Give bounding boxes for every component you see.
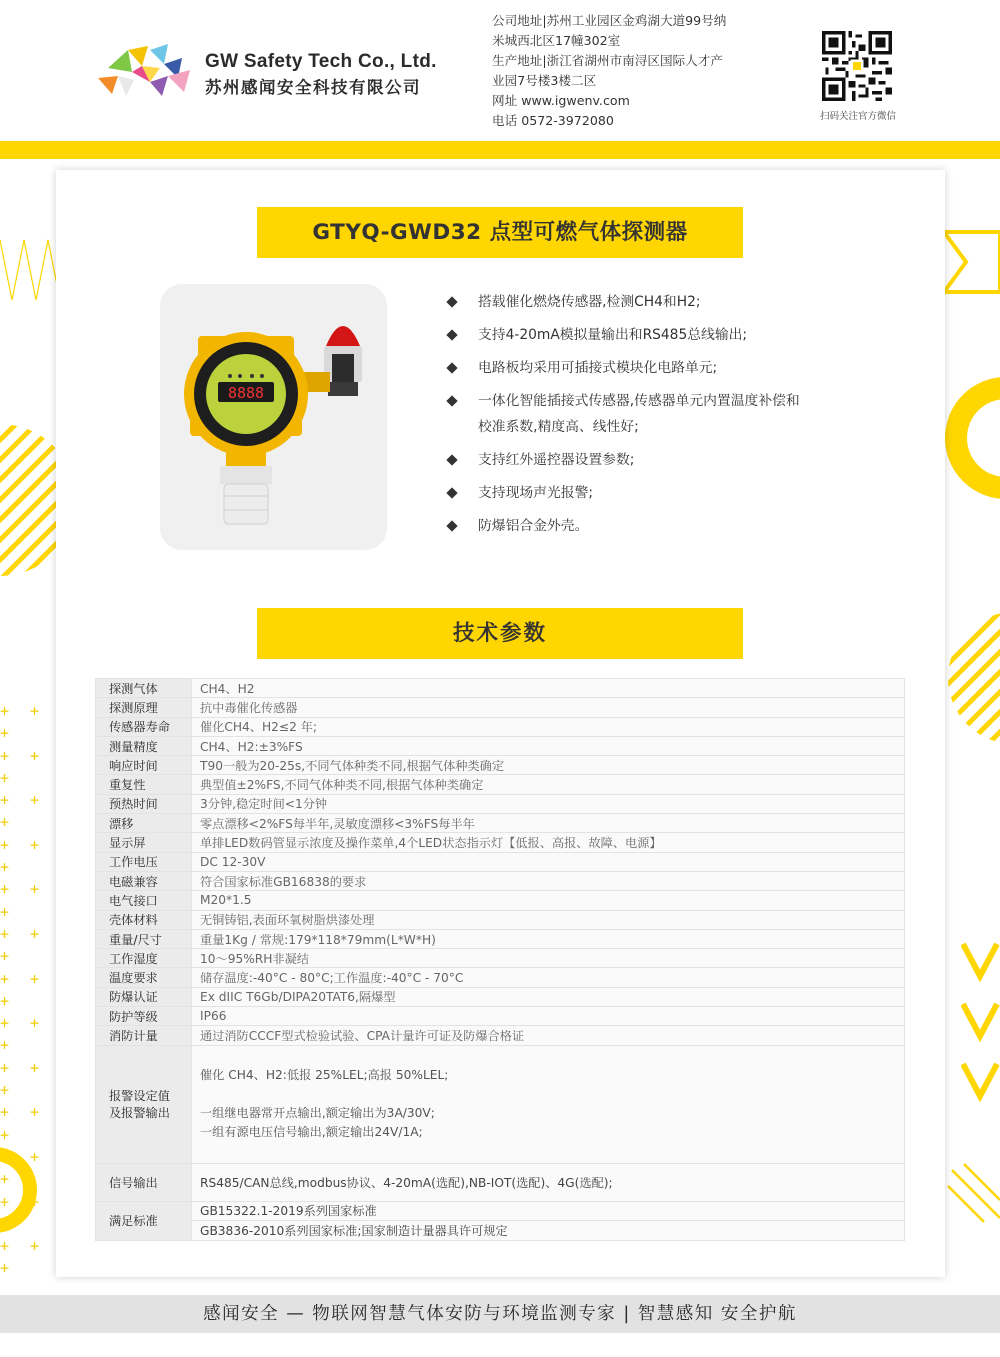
spec-key: 测量精度 xyxy=(96,736,192,755)
spec-section-title: 技术参数 xyxy=(257,608,743,659)
spec-key: 防爆认证 xyxy=(96,987,192,1006)
table-row xyxy=(96,1026,905,1045)
table-row xyxy=(96,1007,905,1026)
alarm-line: 催化 CH4、H2:低报 25%LEL;高报 50%LEL; xyxy=(200,1068,449,1083)
table-row xyxy=(96,833,905,852)
qr-caption: 扫码关注官方微信 xyxy=(819,111,896,122)
table-row xyxy=(96,987,905,1006)
bullet-diamond-icon xyxy=(446,395,457,406)
table-row xyxy=(96,1201,905,1221)
table-row xyxy=(96,910,905,929)
bullet-diamond-icon xyxy=(446,487,457,498)
spec-key: 电磁兼容 xyxy=(96,871,192,890)
spec-value: 零点漂移<2%FS每半年,灵敏度漂移<3%FS每半年 xyxy=(192,814,905,833)
contact-info xyxy=(492,11,782,131)
website-link[interactable]: 网址 www.igwenv.com xyxy=(492,93,630,108)
spec-value: 单排LED数码管显示浓度及操作菜单,4个LED状态指示灯【低报、高报、故障、电源】 xyxy=(192,833,905,852)
spec-key: 工作电压 xyxy=(96,852,192,871)
spec-value: 10～95%RH非凝结 xyxy=(192,949,905,968)
table-row xyxy=(96,1163,905,1201)
spec-value: DC 12-30V xyxy=(192,852,905,871)
spec-value xyxy=(192,1045,905,1163)
spec-value: 无铜铸铝,表面环氧树脂烘漆处理 xyxy=(192,910,905,929)
plus-grid-decoration: + + + + + + + + + + + + + + + + + + + + + + + + + + + + + + + + + + + + + + + xyxy=(0,702,46,1278)
qr-code-icon xyxy=(822,31,892,101)
spec-value: T90一般为20-25s,不同气体种类不同,根据气体种类确定 xyxy=(192,756,905,775)
spec-value: CH4、H2 xyxy=(192,679,905,698)
table-row xyxy=(96,1221,905,1241)
header-accent-band xyxy=(0,141,1000,159)
spec-key-line: 及报警输出 xyxy=(109,1106,170,1121)
spec-value: 符合国家标准GB16838的要求 xyxy=(192,871,905,890)
spec-key: 传感器寿命 xyxy=(96,717,192,736)
ring-left-decoration xyxy=(0,1140,56,1240)
table-row xyxy=(96,929,905,948)
spec-key: 显示屏 xyxy=(96,833,192,852)
ring-right-decoration xyxy=(944,368,1000,508)
spec-value: M20*1.5 xyxy=(192,891,905,910)
list-item: 支持4-20mA模拟量输出和RS485总线输出; xyxy=(448,322,868,348)
product-image xyxy=(160,284,387,550)
spec-key: 预热时间 xyxy=(96,794,192,813)
slash-lines-decoration xyxy=(944,1150,1000,1230)
list-item: 一体化智能插接式传感器,传感器单元内置温度补偿和 xyxy=(448,388,868,414)
striped-circle-left-decoration xyxy=(0,420,60,580)
spec-value: 储存温度:-40°C - 80°C;工作温度:-40°C - 70°C xyxy=(192,968,905,987)
bullet-diamond-icon xyxy=(446,454,457,465)
spec-key xyxy=(96,1045,192,1163)
spec-key: 探测气体 xyxy=(96,679,192,698)
spec-key: 电气接口 xyxy=(96,891,192,910)
alarm-line: 一组有源电压信号输出,额定输出24V/1A; xyxy=(200,1125,423,1140)
list-item: 搭载催化燃烧传感器,检测CH4和H2; xyxy=(448,289,868,315)
table-row xyxy=(96,698,905,717)
spec-value: 通过消防CCCF型式检验试验、CPA计量许可证及防爆合格证 xyxy=(192,1026,905,1045)
spec-value: 典型值±2%FS,不同气体种类不同,根据气体种类确定 xyxy=(192,775,905,794)
spec-key: 漂移 xyxy=(96,814,192,833)
feature-list xyxy=(448,289,868,546)
spec-key: 工作湿度 xyxy=(96,949,192,968)
company-name-cn: 苏州感闻安全科技有限公司 xyxy=(205,78,421,97)
alarm-line: 一组继电器常开点输出,额定输出为3A/30V; xyxy=(200,1106,435,1121)
zigzag-left-decoration xyxy=(0,230,60,310)
bullet-diamond-icon xyxy=(446,296,457,307)
gas-detector-icon xyxy=(160,284,387,550)
spec-key: 响应时间 xyxy=(96,756,192,775)
spec-key: 防护等级 xyxy=(96,1007,192,1026)
bullet-diamond-icon xyxy=(446,329,457,340)
spec-key: 消防计量 xyxy=(96,1026,192,1045)
table-row xyxy=(96,717,905,736)
spec-value: RS485/CAN总线,modbus协议、4-20mA(选配),NB-IOT(选配)、4G(选配); xyxy=(192,1163,905,1201)
spacer xyxy=(200,1085,904,1104)
spec-key: 探测原理 xyxy=(96,698,192,717)
address-line: 米城西北区17幢302室 xyxy=(492,33,621,48)
table-row xyxy=(96,1045,905,1163)
list-item: 防爆铝合金外壳。 xyxy=(448,513,868,539)
list-item: 支持红外遥控器设置参数; xyxy=(448,447,868,473)
list-item-continuation: 校准系数,精度高、线性好; xyxy=(478,419,639,435)
spec-key: 满足标准 xyxy=(96,1201,192,1240)
spec-key: 重量/尺寸 xyxy=(96,929,192,948)
table-row xyxy=(96,871,905,890)
spec-key-line: 报警设定值 xyxy=(109,1089,170,1104)
table-row xyxy=(96,852,905,871)
table-row xyxy=(96,814,905,833)
spec-value: GB3836-2010系列国家标准;国家制造计量器具许可规定 xyxy=(192,1221,905,1241)
table-row xyxy=(96,775,905,794)
table-row xyxy=(96,891,905,910)
spec-value: Ex dIIC T6Gb/DIPA20TAT6,隔爆型 xyxy=(192,987,905,1006)
list-item: 电路板均采用可插接式模块化电路单元; xyxy=(448,355,868,381)
factory-address-line: 生产地址|浙江省湖州市南浔区国际人才产 xyxy=(492,53,723,68)
bullet-diamond-icon xyxy=(446,362,457,373)
flag-shape-decoration xyxy=(944,228,1000,298)
spec-value: 抗中毒催化传感器 xyxy=(192,698,905,717)
table-row xyxy=(96,794,905,813)
product-title: GTYQ-GWD32 点型可燃气体探测器 xyxy=(257,207,743,258)
table-row xyxy=(96,736,905,755)
phone-number: 电话 0572-3972080 xyxy=(492,113,614,128)
page-header xyxy=(0,0,1000,140)
spec-value: 重量1Kg / 常规:179*118*79mm(L*W*H) xyxy=(192,929,905,948)
spec-value: IP66 xyxy=(192,1007,905,1026)
spec-value: GB15322.1-2019系列国家标准 xyxy=(192,1201,905,1221)
company-logo-icon xyxy=(98,42,194,98)
spec-value: CH4、H2:±3%FS xyxy=(192,736,905,755)
spec-key: 信号输出 xyxy=(96,1163,192,1201)
striped-circle-right-decoration xyxy=(944,608,1000,748)
spec-value: 3分钟,稳定时间<1分钟 xyxy=(192,794,905,813)
table-row xyxy=(96,679,905,698)
factory-address-line: 业园7号楼3楼二区 xyxy=(492,73,597,88)
footer-slogan: 感闻安全 — 物联网智慧气体安防与环境监测专家 | 智慧感知 安全护航 xyxy=(0,1295,1000,1333)
chevron-down-decoration xyxy=(961,940,1000,1110)
table-row xyxy=(96,756,905,775)
bullet-diamond-icon xyxy=(446,520,457,531)
company-name-en: GW Safety Tech Co., Ltd. xyxy=(205,51,437,72)
spec-key: 壳体材料 xyxy=(96,910,192,929)
spec-key: 重复性 xyxy=(96,775,192,794)
spec-table xyxy=(95,678,905,1241)
address-line: 公司地址|苏州工业园区金鸡湖大道99号纳 xyxy=(492,13,727,28)
svg-text:8888: 8888 xyxy=(227,384,265,402)
table-row xyxy=(96,949,905,968)
list-item: 支持现场声光报警; xyxy=(448,480,868,506)
spec-value: 催化CH4、H2≤2 年; xyxy=(192,717,905,736)
spec-key: 温度要求 xyxy=(96,968,192,987)
table-row xyxy=(96,968,905,987)
